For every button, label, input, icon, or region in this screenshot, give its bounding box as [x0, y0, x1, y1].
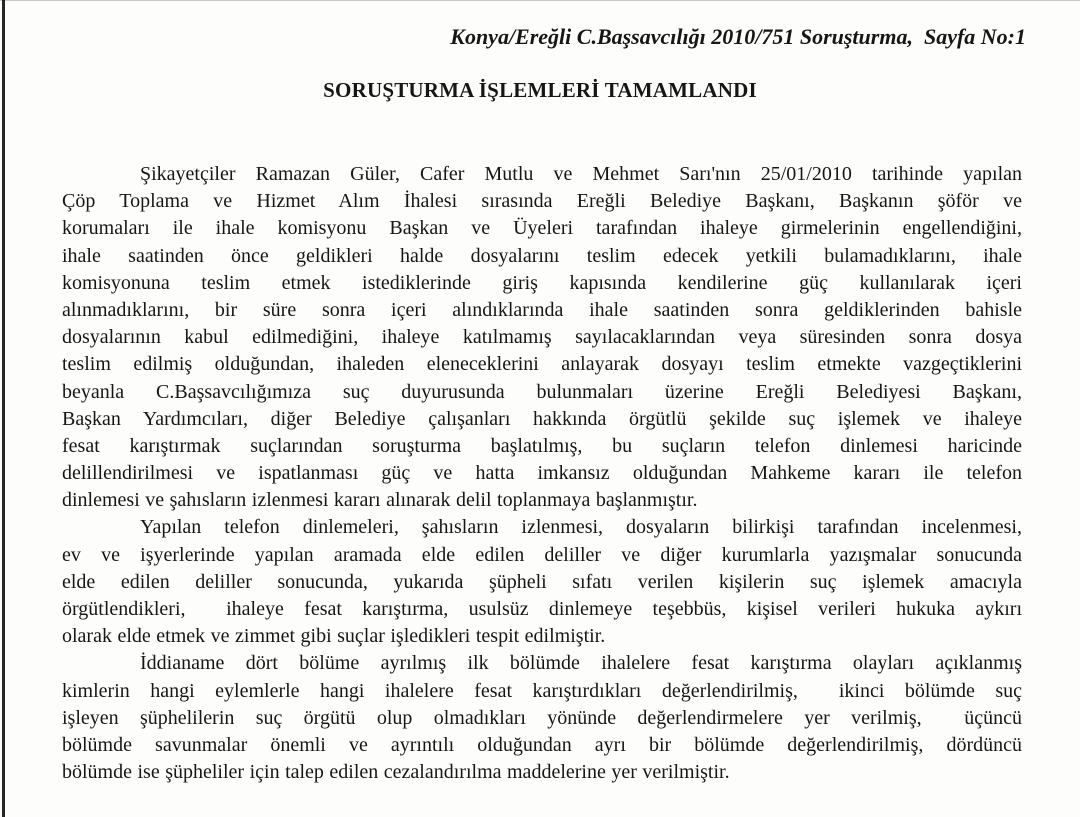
text-line: İddianame dört bölüme ayrılmış ilk bölümde ihalelere fesat karıştırma olayları açıklanmış [140, 652, 1022, 675]
page-header [0, 0, 1080, 50]
text-line: ihale saatinden önce geldikleri halde dosyalarını teslim edecek yetkili bulamadıklarını, ihale [62, 244, 1022, 267]
text-line: ev ve işyerlerinde yapılan aramada elde edilen deliller ve diğer kurumlarla yazışmalar sonucunda [62, 543, 1022, 566]
text-line: kimlerin hangi eylemlerle hangi ihalelere fesat karıştırdıkları değerlendirilmiş, ikinci bölümde suç [62, 679, 1022, 702]
text-line: fesat karıştırmak suçlarından soruşturma başlatılmış, bu suçların telefon dinlemesi haricinde [62, 434, 1022, 457]
text-line: delillendirilmesi ve ispatlanması güç ve hatta imkansız olduğundan Mahkeme kararı ile telefon [62, 462, 1022, 485]
text-line: olarak elde etmek ve zimmet gibi suçlar işledikleri tespit edilmiştir. [62, 625, 606, 648]
text-line: Şikayetçiler Ramazan Güler, Cafer Mutlu ve Mehmet Sarı'nın 25/01/2010 tarihinde yapılan [140, 163, 1022, 185]
scan-top-edge [0, 0, 1080, 1]
document-body [62, 161, 1022, 786]
text-line: örgütlendikleri, ihaleye fesat karıştırma, usulsüz dinlemeye teşebbüs, kişisel verileri hukuka aykırı [62, 598, 1022, 620]
document-title: SORUŞTURMA İŞLEMLERİ TAMAMLANDI [323, 78, 757, 102]
paragraph [62, 514, 1022, 650]
text-line: Başkan Yardımcıları, diğer Belediye çalışanları hakkında örgütlü şekilde suç işlemek ve ihaleye [62, 407, 1022, 430]
text-line: bölümde ise şüpheliler için talep edilen cezalandırılma maddelerine yer verilmiştir. [62, 761, 730, 784]
text-line: dinlemesi ve şahısların izlenmesi kararı alınarak delil toplanmaya başlanmıştır. [62, 489, 698, 512]
text-line: beyanla C.Başsavcılığımıza suç duyurusunda bulunmaları üzerine Ereğli Belediyesi Başkanı, [62, 380, 1022, 403]
paragraph [62, 650, 1022, 786]
text-line: elde edilen deliller sonucunda, yukarıda şüpheli sıfatı verilen kişilerin suç işlemek amacıyla [62, 570, 1022, 593]
paragraph [62, 161, 1022, 514]
text-line: teslim edilmiş olduğundan, ihaleden eleneceklerini anlayarak dosyayı teslim etmekte vazgeçtiklerini [62, 353, 1022, 376]
text-line: alınmadıklarını, bir süre sonra içeri alındıklarında ihale saatinden sonra geldiklerinden bahisle [62, 298, 1022, 321]
text-line: komisyonuna teslim etmek istediklerinde giriş kapısında kendilerine güç kullanılarak içeri [62, 271, 1022, 294]
scan-left-edge [2, 0, 5, 817]
text-line: korumaları ile ihale komisyonu Başkan ve Üyeleri tarafından ihaleye girmelerinin engellendiğini, [62, 217, 1022, 240]
text-line: Yapılan telefon dinlemeleri, şahısların izlenmesi, dosyaların bilirkişi tarafından incelenmesi, [140, 516, 1022, 539]
text-line: Çöp Toplama ve Hizmet Alım İhalesi sırasında Ereğli Belediye Başkanı, Başkanın şöför ve [62, 190, 1022, 213]
text-line: bölümde savunmalar önemli ve ayrıntılı olduğundan ayrı bir bölümde değerlendirilmiş, dördüncü [62, 733, 1022, 756]
text-line: işleyen şüphelilerin suç örgütü olup olmadıkları yönünde değerlendirmelere yer verilmiş, üçüncü [62, 706, 1022, 729]
text-line: dosyalarının kabul edilmediğini, ihaleye katılmamış sayılacaklarından veya süresinden sonra dosya [62, 326, 1022, 349]
header-text: Konya/Ereğli C.Başsavcılığı 2010/751 Soruşturma, Sayfa No:1 [450, 24, 1026, 49]
